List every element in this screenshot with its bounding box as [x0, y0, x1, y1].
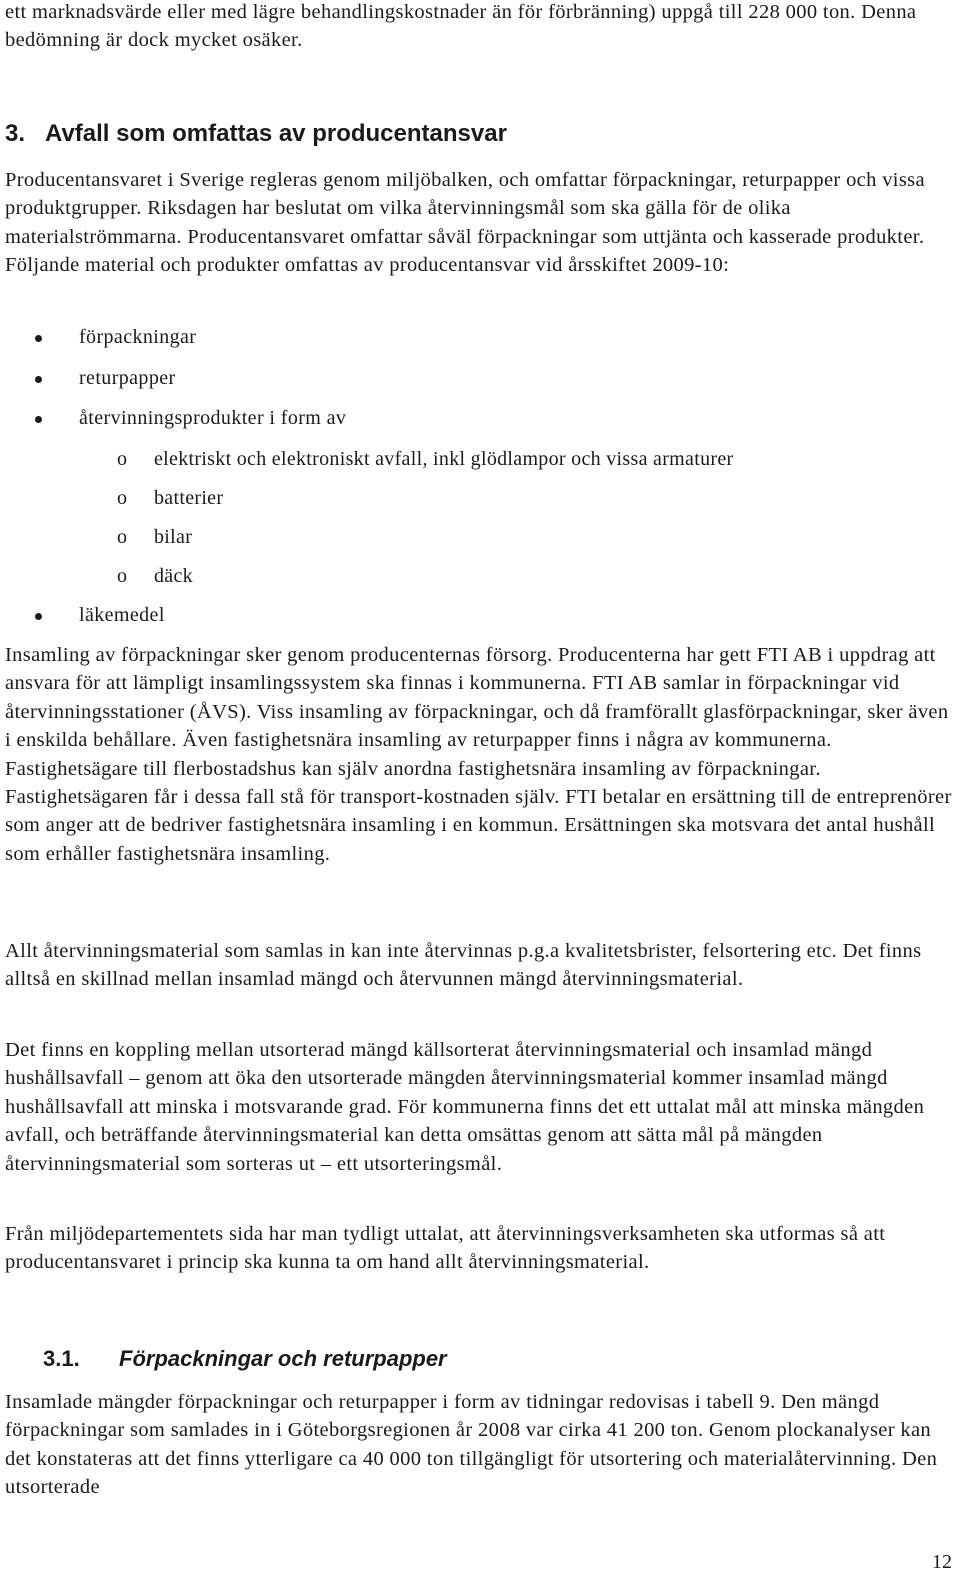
- sub-list-item: o däck: [5, 561, 953, 600]
- subsection-number: 3.1.: [43, 1346, 80, 1371]
- bullet-icon: [35, 613, 42, 620]
- list-item: läkemedel: [5, 600, 953, 641]
- intro-paragraph: Producentansvaret i Sverige regleras genom miljöbalken, och omfattar förpackningar, returpapper och vissa produktgrupper. Riksdagen har beslutat om vilka återvinningsmål som ska gälla för de olika materialströmmarna. Producentansvaret omfattar såväl förpackningar som uttjänta och kasserade produkter. Följande material och produkter omfattas av producentansvar vid årsskiftet 2009-10:: [5, 169, 925, 277]
- coupling-paragraph: Det finns en koppling mellan utsorterad mängd källsorterat återvinningsmaterial och insamlad mängd hushållsavfall – genom att öka den utsorterade mängden återvinningsmaterial kommer insamlad mängd hushållsavfall att minska i motsvarande grad. För kommunerna finns det ett uttalat mål att minska mängden avfall, och beträffande återvinningsmaterial kan detta omsättas genom att sätta mål på mängden återvinningsmaterial som sorteras ut – ett utsorteringsmål.: [5, 1039, 925, 1175]
- covered-materials-list: [5, 322, 953, 640]
- sub-bullet-marker: o: [117, 564, 128, 587]
- sub-bullet-marker: o: [117, 486, 128, 509]
- list-item: förpackningar: [5, 322, 953, 363]
- section-title: Avfall som omfattas av producentansvar: [45, 120, 507, 147]
- ministry-paragraph: Från miljödepartementets sida har man tydligt uttalat, att återvinningsverksamheten ska utformas så att producentansvaret i princip ska kunna ta om hand allt återvinningsmaterial.: [5, 1223, 886, 1274]
- sub-list-item: o batterier: [5, 483, 953, 522]
- section-heading: [5, 120, 507, 148]
- collected-amounts-paragraph: Insamlade mängder förpackningar och returpapper i form av tidningar redovisas i tabell 9. Den mängd förpackningar som samlades in i Göteborgsregionen år 2008 var cirka 41 200 ton. Genom plockanalyser kan det konstateras att det finns ytterligare ca 40 000 ton tillgängligt för utsortering och materialåtervinning. Den utsorterade: [5, 1391, 938, 1499]
- list-item: returpapper: [5, 363, 953, 404]
- sub-bullet-marker: o: [117, 525, 128, 548]
- continued-paragraph: ett marknadsvärde eller med lägre behandlingskostnader än för förbränning) uppgå till 228 000 ton. Denna bedömning är dock mycket osäker.: [5, 1, 917, 52]
- bullet-icon: [35, 376, 42, 383]
- not-all-recyclable-paragraph: Allt återvinningsmaterial som samlas in kan inte återvinnas p.g.a kvalitetsbrister, felsortering etc. Det finns alltså en skillnad mellan insamlad mängd och återvunnen mängd återvinningsmaterial.: [5, 940, 922, 991]
- subsection-heading: [43, 1346, 447, 1372]
- sub-list-item: o bilar: [5, 522, 953, 561]
- section-number: 3.: [5, 120, 26, 147]
- collection-paragraph: Insamling av förpackningar sker genom producenternas försorg. Producenterna har gett FTI AB i uppdrag att ansvara för att lämpligt insamlingssystem ska finnas i kommunerna. FTI AB samlar in förpackningar vid återvinningsstationer (ÅVS). Viss insamling av förpackningar, och då framförallt glasförpackningar, sker även i enskilda behållare. Även fastighetsnära insamling av returpapper finns i några av kommunerna. Fastighetsägare till flerbostadshus kan själv anordna fastighetsnära insamling av förpackningar. Fastighetsägaren får i dessa fall stå för transport-kostnaden själv. FTI betalar en ersättning till de entreprenörer som anger att de bedriver fastighetsnära insamling i en kommun. Ersättningen ska motsvara det antal hushåll som erhåller fastighetsnära insamling.: [5, 644, 952, 865]
- sub-list-item: o elektriskt och elektroniskt avfall, inkl glödlampor och vissa armaturer: [5, 444, 953, 483]
- bullet-icon: [35, 335, 42, 342]
- page-number: 12: [932, 1551, 952, 1573]
- sub-bullet-marker: o: [117, 447, 128, 470]
- bullet-icon: [35, 416, 42, 423]
- subsection-title: Förpackningar och returpapper: [119, 1346, 447, 1371]
- list-item: återvinningsprodukter i form av: [5, 403, 953, 444]
